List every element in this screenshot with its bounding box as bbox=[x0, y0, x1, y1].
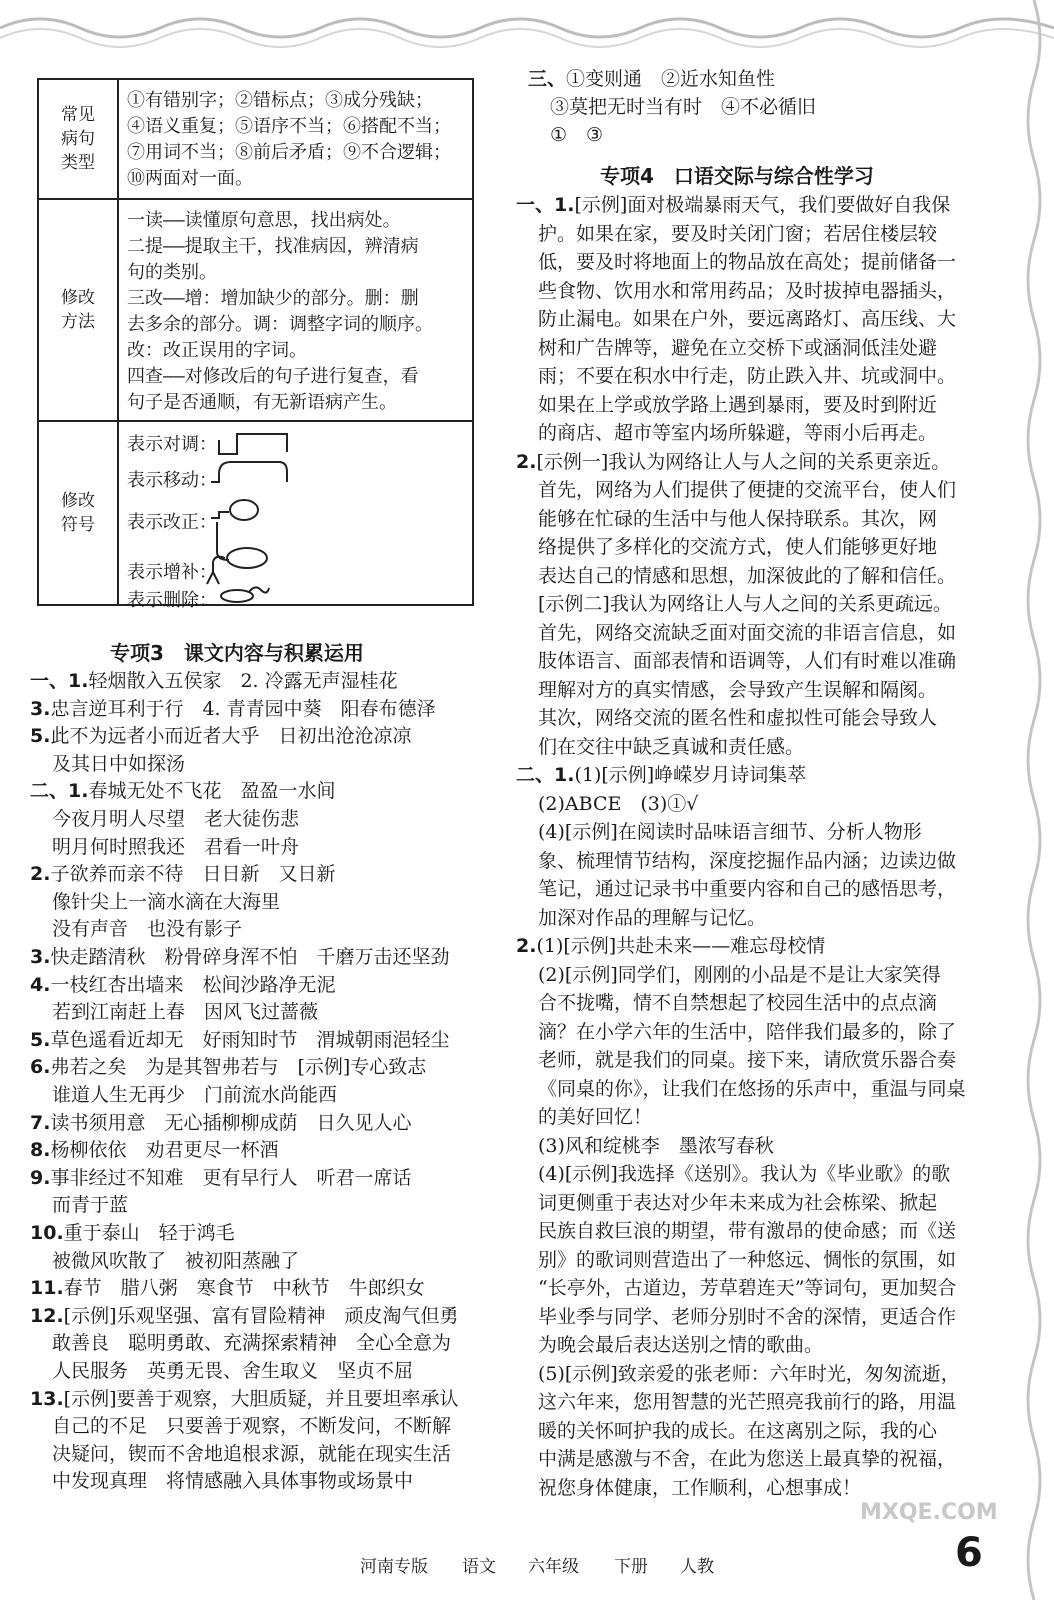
answer-line bbox=[538, 392, 937, 418]
answer-line bbox=[538, 990, 937, 1016]
answer-line bbox=[516, 192, 950, 218]
item-text: (5)[示例]致亲爱的张老师：六年时光，匆匆流逝， bbox=[538, 1362, 960, 1385]
answer-line bbox=[516, 933, 825, 959]
answer-line bbox=[538, 1475, 861, 1501]
answer-line bbox=[538, 1418, 937, 1444]
item-number: 3. bbox=[30, 697, 51, 720]
item-text: 老师，就是我们的同桌。接下来，请欣赏乐器合奏 bbox=[538, 1049, 957, 1071]
item-text: 民族自救巨浪的期望，带有激昂的使命感；而《送 bbox=[538, 1220, 957, 1242]
table-cell-line: 句的类别。 bbox=[127, 262, 217, 283]
item-text: 一枝红杏出墙来 松间沙路净无泥 bbox=[50, 973, 336, 996]
row-label: 修改 符号 bbox=[38, 421, 118, 605]
answer-line bbox=[538, 278, 956, 304]
table-cell-line: ⑦用词不当；⑧前后矛盾；⑨不合逻辑； bbox=[127, 142, 451, 163]
item-text: 春城无处不飞花 盈盈一水间 bbox=[88, 780, 336, 803]
answer-line bbox=[30, 1386, 459, 1412]
answer-line bbox=[538, 1133, 774, 1159]
item-text: 防止漏电。如果在户外，要远离路灯、高压线、大 bbox=[538, 308, 957, 330]
item-text: 们在交往中缺乏真诚和责任感。 bbox=[538, 735, 805, 758]
table-cell-line: 三改——增：增加缺少的部分。删：删 bbox=[127, 288, 419, 309]
item-text: [示例]要善于观察，大胆质疑，并且要坦率承认 bbox=[63, 1387, 459, 1410]
answer-line bbox=[538, 420, 937, 446]
item-text: 今夜月明人尽望 老大徒伤悲 bbox=[52, 808, 300, 830]
table-cell-line: 去多余的部分。调：调整字词的顺序。 bbox=[127, 314, 433, 335]
answer-line bbox=[538, 221, 937, 247]
answer-line bbox=[538, 1389, 956, 1415]
answer-line bbox=[538, 1361, 960, 1387]
item-number: 9. bbox=[30, 1166, 51, 1189]
item-text: 络提供了多样化的交流方式，使人们能够更好地 bbox=[538, 536, 938, 558]
item-number: 一、1. bbox=[516, 194, 575, 216]
item-number: 2. bbox=[516, 935, 537, 957]
answer-line bbox=[30, 696, 436, 722]
row-label: 常见 病句 类型 bbox=[38, 79, 118, 199]
item-text: 子欲养而亲不待 日日新 又日新 bbox=[50, 863, 336, 886]
item-text: 首先，网络交流缺乏面对面交流的非语言信息，如 bbox=[538, 621, 957, 644]
item-text: 能够在忙碌的生活中与他人保持联系。其次，网 bbox=[538, 507, 938, 530]
answer-line bbox=[30, 723, 411, 749]
answer-line bbox=[516, 762, 806, 788]
answer-line bbox=[30, 1220, 235, 1246]
answer-line bbox=[538, 249, 956, 275]
item-number: 三、 bbox=[528, 68, 567, 90]
table-cell-line: 表示增补： bbox=[127, 562, 217, 583]
item-text: 别》的歌词则营造出了一种悠远、惆怅的氛围，如 bbox=[538, 1248, 957, 1271]
item-text: 祝您身体健康，工作顺利，心想事成！ bbox=[538, 1476, 862, 1499]
answer-line bbox=[52, 1468, 413, 1494]
answer-line bbox=[30, 944, 449, 970]
item-number: 二、1. bbox=[30, 780, 89, 803]
item-text: 决疑问，锲而不舍地追根求源，就能在现实生活 bbox=[52, 1442, 452, 1465]
item-text: 笔记，通过记录书中重要内容和自己的感悟思考， bbox=[538, 878, 957, 900]
sentence-error-table bbox=[37, 78, 474, 611]
answer-line bbox=[52, 1358, 413, 1384]
item-text: 重于泰山 轻于鸿毛 bbox=[63, 1222, 235, 1244]
item-text: 些食物、饮用水和常用药品；及时拔掉电器插头， bbox=[538, 279, 957, 302]
item-text: (1)[示例]共赴未来——难忘母校情 bbox=[536, 935, 826, 957]
answer-line bbox=[538, 677, 937, 703]
item-number: 2. bbox=[30, 863, 51, 886]
item-text: 肢体语言、面部表情和语调等，人们有时难以准确 bbox=[538, 650, 957, 672]
top-wave-border bbox=[0, 0, 1054, 55]
item-text: 表达自己的情感和思想，加深彼此的了解和信任。 bbox=[538, 564, 957, 587]
item-number: 7. bbox=[30, 1111, 51, 1134]
answer-line bbox=[538, 620, 956, 646]
item-text: 明月何时照我还 君看一叶舟 bbox=[52, 835, 300, 858]
item-text: 及其日中如探汤 bbox=[52, 752, 186, 775]
answer-line bbox=[538, 734, 804, 760]
item-text: 中满是感激与不舍，在此为您送上最真挚的祝福， bbox=[538, 1448, 957, 1470]
item-text: (4)[示例]我选择《送别》。我认为《毕业歌》的歌 bbox=[538, 1163, 951, 1185]
item-number: 13. bbox=[30, 1387, 64, 1410]
item-text: 词更侧重于表达对少年未来成为社会栋梁、掀起 bbox=[538, 1191, 938, 1214]
item-number: 3. bbox=[30, 946, 51, 968]
answer-line bbox=[538, 591, 952, 617]
answer-line bbox=[538, 306, 956, 332]
item-text: ① ③ bbox=[550, 124, 604, 146]
item-text: 春节 腊八粥 寒食节 中秋节 牛郎织女 bbox=[63, 1277, 425, 1300]
page-number: 6 bbox=[955, 1530, 983, 1576]
table-cell-line: 四查——对修改后的句子进行复查，看 bbox=[127, 366, 419, 387]
item-text: 暖的关怀呵护我的成长。在这离别之际，我的心 bbox=[538, 1419, 938, 1442]
answer-line bbox=[528, 66, 775, 92]
item-text: 象、梳理情节结构，深度挖掘作品内涵；边读边做 bbox=[538, 849, 957, 872]
item-text: 低，要及时将地面上的物品放在高处；提前储备一 bbox=[538, 251, 957, 273]
item-text: 事非经过不知难 更有早行人 听君一席话 bbox=[50, 1166, 412, 1189]
answer-line bbox=[30, 1165, 411, 1191]
item-text: “长亭外，古道边，芳草碧连天”等词句，更加契合 bbox=[538, 1277, 957, 1299]
footer-item: 六年级 bbox=[528, 1557, 579, 1577]
answer-line bbox=[30, 1137, 278, 1163]
answer-line bbox=[30, 778, 335, 804]
item-text: [示例二]我认为网络让人与人之间的关系更疏远。 bbox=[538, 593, 952, 615]
table-cell-line: 表示改正： bbox=[127, 512, 217, 533]
answer-line bbox=[538, 1446, 956, 1472]
answer-line bbox=[538, 1161, 950, 1187]
right-wave-border bbox=[1014, 0, 1054, 1600]
item-number: 6. bbox=[30, 1056, 51, 1079]
item-text: [示例一]我认为网络让人与人之间的关系更亲近。 bbox=[536, 450, 951, 473]
answer-line bbox=[538, 563, 956, 589]
item-number: 12. bbox=[30, 1304, 64, 1327]
answer-line bbox=[30, 1275, 425, 1301]
answer-line bbox=[538, 477, 956, 503]
answer-line bbox=[538, 905, 766, 931]
answer-line bbox=[52, 1192, 128, 1218]
item-number: 2. bbox=[516, 450, 537, 473]
item-number: 4. bbox=[30, 973, 51, 996]
item-text: 弗若之矣 为是其智弗若与 [示例]专心致志 bbox=[50, 1056, 427, 1079]
item-text: 加深对作品的理解与记忆。 bbox=[538, 906, 767, 929]
answer-line bbox=[30, 972, 335, 998]
item-text: (3)风和绽桃李 墨浓写春秋 bbox=[538, 1134, 774, 1157]
item-text: 若到江南赶上春 因风飞过蔷薇 bbox=[52, 1001, 319, 1024]
answer-line bbox=[538, 534, 937, 560]
item-text: 此不为远者小而近者大乎 日初出沧沧凉凉 bbox=[50, 725, 412, 748]
row-label: 修改 方法 bbox=[38, 199, 118, 421]
answer-line bbox=[538, 1047, 956, 1073]
answer-line bbox=[538, 1218, 956, 1244]
answer-line bbox=[52, 806, 299, 832]
answer-line bbox=[30, 861, 335, 887]
item-text: 合不拢嘴，情不自禁想起了校园生活中的点点滴 bbox=[538, 992, 938, 1014]
answer-line bbox=[30, 668, 398, 694]
footer-item: 河南专版 bbox=[360, 1557, 428, 1577]
item-text: [示例]乐观坚强、富有冒险精神 顽皮淘气但勇 bbox=[63, 1304, 459, 1327]
table-cell-line: 表示对调： bbox=[127, 434, 217, 455]
item-text: (2)ABCE (3)①√ bbox=[538, 792, 699, 815]
footer-item: 语文 bbox=[462, 1557, 496, 1577]
answer-line bbox=[52, 1248, 299, 1274]
table-cell-line: 改：改正误用的字词。 bbox=[127, 340, 307, 361]
answer-line bbox=[538, 335, 937, 361]
item-number: 5. bbox=[30, 1028, 51, 1051]
table-cell-line: 句子是否通顺，有无新语病产生。 bbox=[127, 392, 397, 413]
item-text: 读书须用意 无心插柳柳成荫 日久见人心 bbox=[50, 1111, 412, 1134]
table-cell-line: ④语义重复；⑤语序不当；⑥搭配不当； bbox=[127, 116, 451, 137]
answer-line bbox=[30, 1303, 459, 1329]
item-text: 忠言逆耳利于行 4. 青青园中葵 阳春布德泽 bbox=[50, 697, 436, 720]
answer-line bbox=[52, 889, 280, 915]
item-text: [示例]面对极端暴雨天气，我们要做好自我保 bbox=[574, 194, 951, 216]
answer-line bbox=[538, 648, 956, 674]
item-text: 滴？在小学六年的生活中，陪伴我们最多的，除了 bbox=[538, 1020, 957, 1043]
footer-item: 人教 bbox=[680, 1557, 714, 1577]
item-text: 人民服务 英勇无畏、舍生取义 坚贞不屈 bbox=[52, 1360, 414, 1382]
footer-item: 下册 bbox=[614, 1557, 648, 1577]
answer-line bbox=[538, 1190, 937, 1216]
item-text: 的美好回忆！ bbox=[538, 1106, 653, 1128]
item-text: 首先，网络为人们提供了便捷的交流平台，使人们 bbox=[538, 479, 957, 501]
answer-line bbox=[52, 751, 185, 777]
item-text: ①变则通 ②近水知鱼性 bbox=[566, 68, 776, 90]
answer-line bbox=[550, 122, 603, 148]
item-text: 像针尖上一滴水滴在大海里 bbox=[52, 890, 281, 913]
item-text: 中发现真理 将情感融入具体事物或场景中 bbox=[52, 1470, 414, 1493]
answer-line bbox=[538, 1076, 966, 1102]
answer-line bbox=[550, 94, 816, 120]
item-text: 毕业季与同学、老师分别时不舍的深情，更适合作 bbox=[538, 1305, 957, 1328]
item-text: 谁道人生无再少 门前流水尚能西 bbox=[52, 1084, 338, 1106]
item-text: 被微风吹散了 被初阳蒸融了 bbox=[52, 1249, 300, 1272]
answer-line bbox=[52, 999, 318, 1025]
answer-line bbox=[538, 1275, 956, 1301]
table-cell-line: ①有错别字；②错标点；③成分残缺； bbox=[127, 90, 433, 111]
item-text: (4)[示例]在阅读时品味语言细节、分析人物形 bbox=[538, 821, 922, 843]
item-text: (1)[示例]峥嵘岁月诗词集萃 bbox=[574, 764, 807, 786]
section-heading: 专项3 课文内容与积累运用 bbox=[110, 641, 364, 665]
table-cell-line: 表示移动： bbox=[127, 470, 217, 491]
item-text: 而青于蓝 bbox=[52, 1194, 129, 1217]
answer-line bbox=[52, 834, 299, 860]
item-text: 其次，网络交流的匿名性和虚拟性可能会导致人 bbox=[538, 707, 938, 729]
answer-line bbox=[538, 506, 937, 532]
answer-line bbox=[516, 449, 950, 475]
item-number: 8. bbox=[30, 1139, 51, 1162]
answer-line bbox=[538, 1332, 823, 1358]
item-text: 理解对方的真实情感，会导致产生误解和隔阂。 bbox=[538, 678, 938, 701]
item-text: 这六年来，您用智慧的光芒照亮我前行的路，用温 bbox=[538, 1391, 957, 1413]
answer-line bbox=[52, 1082, 337, 1108]
answer-line bbox=[538, 1019, 956, 1045]
answer-line bbox=[538, 705, 937, 731]
table-cell-line: 二提——提取主干，找准病因，辨清病 bbox=[127, 236, 419, 257]
answer-line bbox=[538, 1247, 956, 1273]
answer-line bbox=[30, 1110, 411, 1136]
section-heading: 专项4 口语交际与综合性学习 bbox=[600, 164, 874, 188]
item-text: 草色遥看近却无 好雨知时节 渭城朝雨浥轻尘 bbox=[50, 1028, 450, 1051]
watermark: MXQE.COM bbox=[860, 1500, 998, 1525]
item-text: 没有声音 也没有影子 bbox=[52, 918, 243, 941]
item-text: 的商店、超市等室内场所躲避，等雨小后再走。 bbox=[538, 422, 938, 444]
answer-line bbox=[52, 1441, 451, 1467]
item-text: 杨柳依依 劝君更尽一杯酒 bbox=[50, 1139, 279, 1162]
table-cell-line: 一读——读懂原句意思，找出病处。 bbox=[127, 210, 401, 231]
answer-line bbox=[52, 1330, 451, 1356]
table-cell-line: 表示删除： bbox=[127, 590, 217, 611]
answer-line bbox=[538, 1304, 956, 1330]
answer-line bbox=[30, 1027, 449, 1053]
item-number: 10. bbox=[30, 1222, 64, 1244]
item-text: 雨；不要在积水中行走，防止跌入井、坑或洞中。 bbox=[538, 365, 957, 387]
item-text: 护。如果在家，要及时关闭门窗；若居住楼层较 bbox=[538, 222, 938, 245]
item-text: (2)[示例]同学们，刚刚的小品是不是让大家笑得 bbox=[538, 963, 941, 986]
item-number: 11. bbox=[30, 1277, 64, 1300]
answer-line bbox=[30, 1054, 426, 1080]
answer-line bbox=[52, 916, 242, 942]
answer-line bbox=[538, 876, 956, 902]
answer-line bbox=[52, 1413, 451, 1439]
answer-line bbox=[538, 848, 956, 874]
item-text: 树和广告牌等，避免在立交桥下或涵洞低洼处避 bbox=[538, 336, 938, 359]
item-text: ③莫把无时当有时 ④不必循旧 bbox=[550, 96, 817, 118]
answer-line bbox=[538, 819, 922, 845]
item-text: 自己的不足 只要善于观察，不断发问，不断解 bbox=[52, 1415, 452, 1438]
item-text: 敢善良 聪明勇敢、充满探索精神 全心全意为 bbox=[52, 1332, 452, 1355]
answer-line bbox=[538, 962, 941, 988]
item-text: 《同桌的你》，让我们在悠扬的乐声中，重温与同桌 bbox=[538, 1077, 966, 1100]
item-number: 一、1. bbox=[30, 670, 89, 692]
item-text: 为晚会最后表达送别之情的歌曲。 bbox=[538, 1334, 824, 1356]
item-text: 如果在上学或放学路上遇到暴雨，要及时到附近 bbox=[538, 393, 938, 416]
item-number: 5. bbox=[30, 725, 51, 748]
answer-line bbox=[538, 1104, 652, 1130]
table-cell-line: ⑩两面对一面。 bbox=[127, 168, 253, 189]
answer-line bbox=[538, 791, 698, 817]
item-text: 快走踏清秋 粉骨碎身浑不怕 千磨万击还坚劲 bbox=[50, 946, 450, 968]
item-number: 二、1. bbox=[516, 764, 575, 786]
item-text: 轻烟散入五侯家 2. 冷露无声湿桂花 bbox=[88, 670, 398, 692]
answer-line bbox=[538, 363, 956, 389]
